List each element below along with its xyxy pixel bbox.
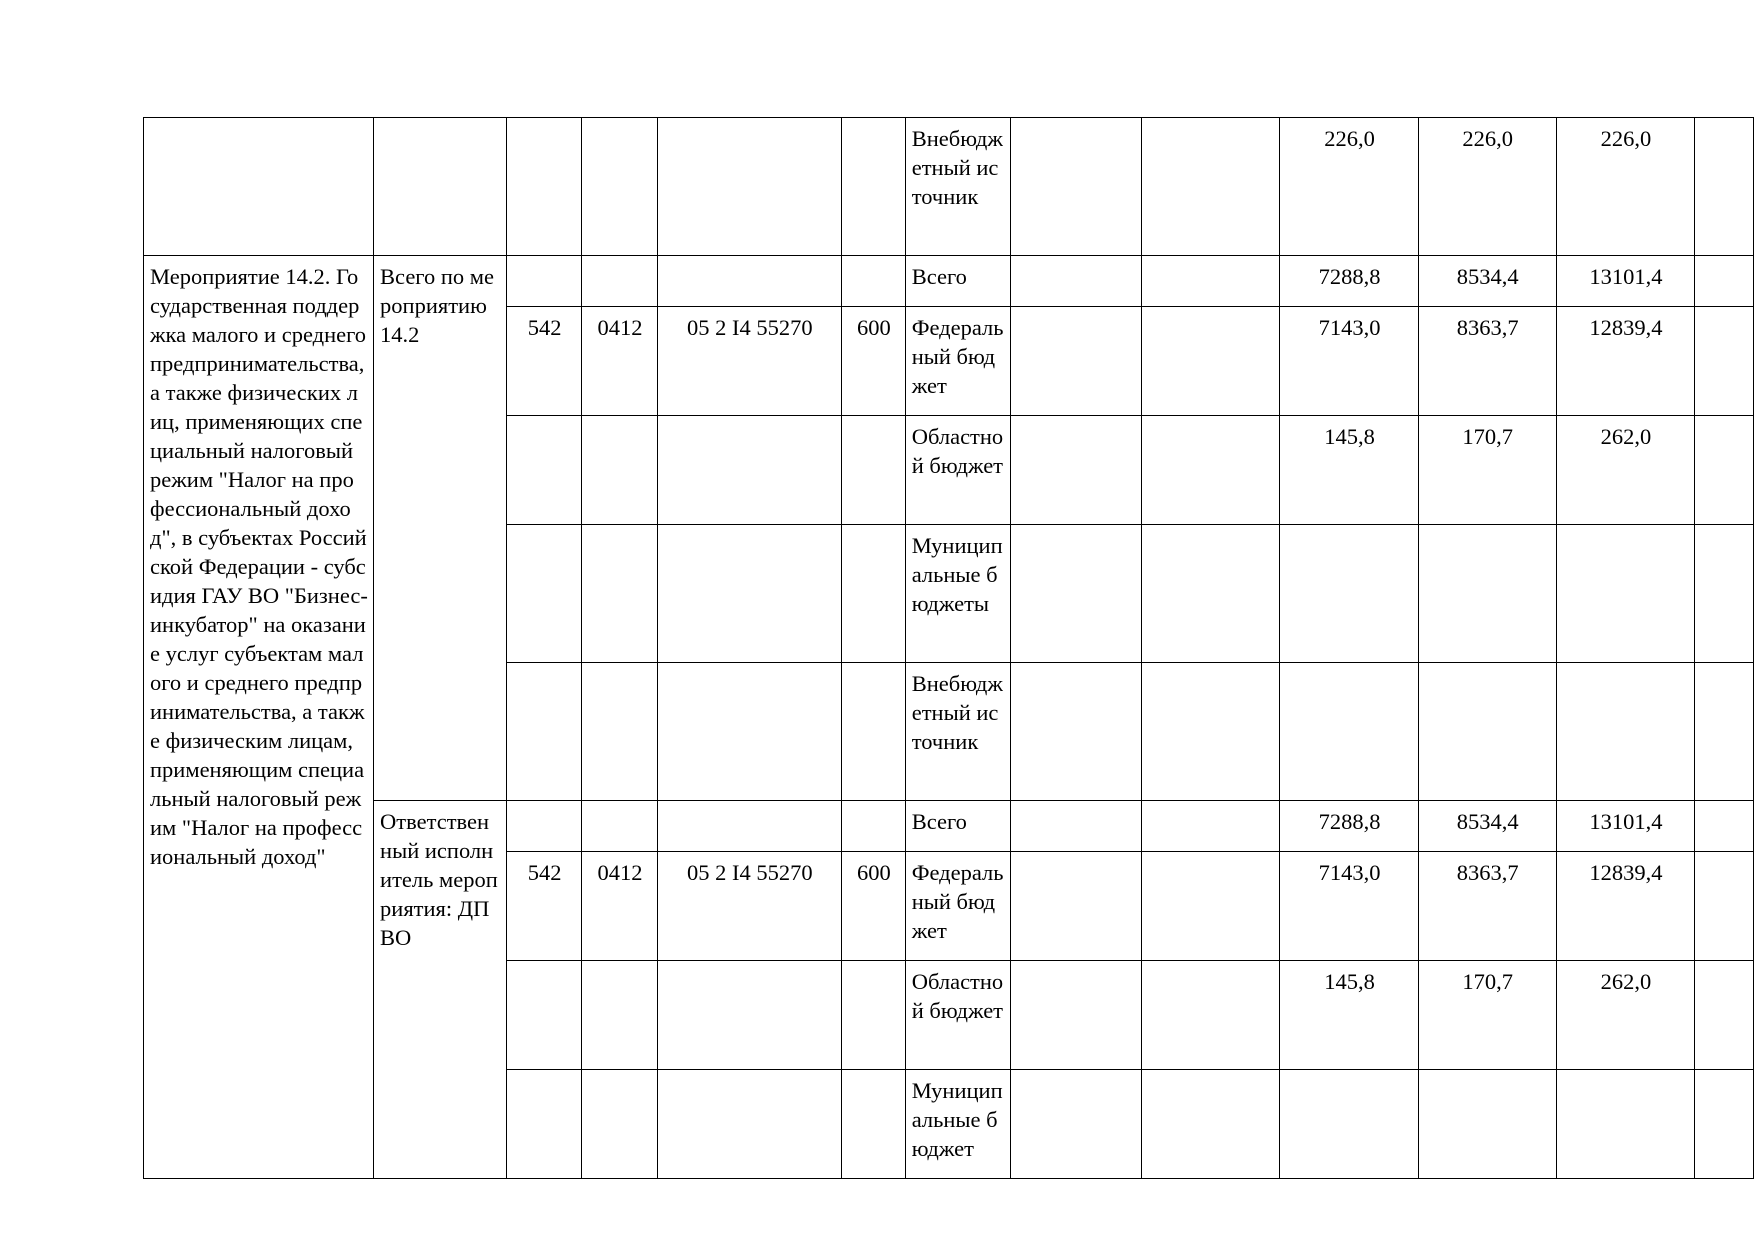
clipped-cell bbox=[1695, 852, 1754, 961]
rzpr-cell bbox=[582, 118, 657, 256]
csr-cell bbox=[657, 416, 841, 525]
vr-cell bbox=[841, 1070, 905, 1179]
empty-cell bbox=[1010, 961, 1141, 1070]
vr-cell: 600 bbox=[841, 852, 905, 961]
clipped-cell bbox=[1695, 1070, 1754, 1179]
empty-cell bbox=[1141, 256, 1279, 307]
value-year3-cell: 13101,4 bbox=[1556, 256, 1695, 307]
vr-cell bbox=[841, 416, 905, 525]
empty-cell bbox=[1010, 852, 1141, 961]
empty-cell bbox=[1010, 525, 1141, 663]
clipped-cell bbox=[1695, 663, 1754, 801]
value-year1-cell: 226,0 bbox=[1280, 118, 1419, 256]
vr-cell bbox=[841, 801, 905, 852]
grbs-cell bbox=[506, 801, 581, 852]
grbs-cell: 542 bbox=[506, 852, 581, 961]
value-year2-cell bbox=[1418, 1070, 1556, 1179]
value-year3-cell: 12839,4 bbox=[1556, 852, 1695, 961]
clipped-cell bbox=[1695, 307, 1754, 416]
value-year1-cell: 7143,0 bbox=[1280, 307, 1419, 416]
value-year2-cell: 170,7 bbox=[1418, 416, 1556, 525]
funding-source-cell: Муниципальные бюджет bbox=[905, 1070, 1010, 1179]
csr-cell: 05 2 I4 55270 bbox=[657, 307, 841, 416]
csr-cell bbox=[657, 118, 841, 256]
grbs-cell bbox=[506, 416, 581, 525]
rzpr-cell bbox=[582, 1070, 657, 1179]
measure-name-cell-empty bbox=[144, 118, 374, 256]
funding-source-cell: Муниципальные бюджеты bbox=[905, 525, 1010, 663]
value-year2-cell: 226,0 bbox=[1418, 118, 1556, 256]
value-year2-cell bbox=[1418, 663, 1556, 801]
csr-cell bbox=[657, 256, 841, 307]
grbs-cell: 542 bbox=[506, 307, 581, 416]
value-year3-cell: 262,0 bbox=[1556, 961, 1695, 1070]
group-label-cell-empty bbox=[374, 118, 507, 256]
empty-cell bbox=[1141, 307, 1279, 416]
value-year1-cell: 7143,0 bbox=[1280, 852, 1419, 961]
group-executor-label-cell: Ответственный исполнитель мероприятия: ДП ВО bbox=[374, 801, 507, 1179]
clipped-cell bbox=[1695, 416, 1754, 525]
measure-name-cell: Мероприятие 14.2. Государственная поддержка малого и среднего предпринимательства, а также физических лиц, применяющих специальный налоговый режим "Налог на профессиональный доход", в субъектах Российской Федерации - субсидия ГАУ ВО "Бизнес-инкубатор" на оказание услуг субъектам малого и среднего предпринимательства, а также физическим лицам, применяющим специальный налоговый режим "Налог на профессиональный доход" bbox=[144, 256, 374, 1179]
vr-cell bbox=[841, 256, 905, 307]
value-year1-cell bbox=[1280, 525, 1419, 663]
empty-cell bbox=[1141, 118, 1279, 256]
funding-source-cell: Всего bbox=[905, 801, 1010, 852]
empty-cell bbox=[1141, 961, 1279, 1070]
value-year2-cell: 8363,7 bbox=[1418, 852, 1556, 961]
empty-cell bbox=[1010, 801, 1141, 852]
rzpr-cell bbox=[582, 801, 657, 852]
empty-cell bbox=[1010, 307, 1141, 416]
value-year3-cell bbox=[1556, 663, 1695, 801]
empty-cell bbox=[1141, 663, 1279, 801]
empty-cell bbox=[1141, 852, 1279, 961]
vr-cell bbox=[841, 663, 905, 801]
clipped-cell bbox=[1695, 525, 1754, 663]
rzpr-cell bbox=[582, 256, 657, 307]
empty-cell bbox=[1010, 663, 1141, 801]
value-year3-cell: 226,0 bbox=[1556, 118, 1695, 256]
vr-cell bbox=[841, 961, 905, 1070]
rzpr-cell bbox=[582, 525, 657, 663]
value-year2-cell: 8534,4 bbox=[1418, 256, 1556, 307]
funding-source-cell: Федеральный бюджет bbox=[905, 307, 1010, 416]
value-year1-cell: 145,8 bbox=[1280, 416, 1419, 525]
value-year2-cell bbox=[1418, 525, 1556, 663]
clipped-cell bbox=[1695, 256, 1754, 307]
vr-cell bbox=[841, 525, 905, 663]
vr-cell bbox=[841, 118, 905, 256]
value-year3-cell bbox=[1556, 525, 1695, 663]
grbs-cell bbox=[506, 525, 581, 663]
table-row bbox=[144, 801, 1754, 852]
value-year2-cell: 170,7 bbox=[1418, 961, 1556, 1070]
funding-source-cell: Областной бюджет bbox=[905, 961, 1010, 1070]
csr-cell: 05 2 I4 55270 bbox=[657, 852, 841, 961]
rzpr-cell: 0412 bbox=[582, 852, 657, 961]
csr-cell bbox=[657, 801, 841, 852]
group-total-label-cell: Всего по мероприятию 14.2 bbox=[374, 256, 507, 801]
clipped-cell bbox=[1695, 801, 1754, 852]
funding-source-cell: Областной бюджет bbox=[905, 416, 1010, 525]
value-year1-cell bbox=[1280, 663, 1419, 801]
grbs-cell bbox=[506, 256, 581, 307]
grbs-cell bbox=[506, 1070, 581, 1179]
value-year1-cell bbox=[1280, 1070, 1419, 1179]
value-year1-cell: 145,8 bbox=[1280, 961, 1419, 1070]
value-year2-cell: 8363,7 bbox=[1418, 307, 1556, 416]
value-year1-cell: 7288,8 bbox=[1280, 801, 1419, 852]
table-row bbox=[144, 256, 1754, 307]
empty-cell bbox=[1010, 1070, 1141, 1179]
clipped-cell bbox=[1695, 118, 1754, 256]
value-year3-cell: 13101,4 bbox=[1556, 801, 1695, 852]
empty-cell bbox=[1010, 118, 1141, 256]
rzpr-cell bbox=[582, 416, 657, 525]
rzpr-cell bbox=[582, 961, 657, 1070]
funding-source-cell: Федеральный бюджет bbox=[905, 852, 1010, 961]
vr-cell: 600 bbox=[841, 307, 905, 416]
value-year3-cell: 12839,4 bbox=[1556, 307, 1695, 416]
grbs-cell bbox=[506, 663, 581, 801]
funding-source-cell: Всего bbox=[905, 256, 1010, 307]
value-year2-cell: 8534,4 bbox=[1418, 801, 1556, 852]
clipped-cell bbox=[1695, 961, 1754, 1070]
empty-cell bbox=[1141, 801, 1279, 852]
csr-cell bbox=[657, 663, 841, 801]
csr-cell bbox=[657, 525, 841, 663]
grbs-cell bbox=[506, 118, 581, 256]
value-year3-cell: 262,0 bbox=[1556, 416, 1695, 525]
grbs-cell bbox=[506, 961, 581, 1070]
empty-cell bbox=[1010, 416, 1141, 525]
budget-table bbox=[143, 117, 1754, 1179]
rzpr-cell: 0412 bbox=[582, 307, 657, 416]
table-row bbox=[144, 118, 1754, 256]
csr-cell bbox=[657, 1070, 841, 1179]
csr-cell bbox=[657, 961, 841, 1070]
value-year1-cell: 7288,8 bbox=[1280, 256, 1419, 307]
funding-source-cell: Внебюджетный источник bbox=[905, 663, 1010, 801]
empty-cell bbox=[1141, 1070, 1279, 1179]
funding-source-cell: Внебюджетный источник bbox=[905, 118, 1010, 256]
empty-cell bbox=[1141, 416, 1279, 525]
empty-cell bbox=[1141, 525, 1279, 663]
value-year3-cell bbox=[1556, 1070, 1695, 1179]
empty-cell bbox=[1010, 256, 1141, 307]
rzpr-cell bbox=[582, 663, 657, 801]
